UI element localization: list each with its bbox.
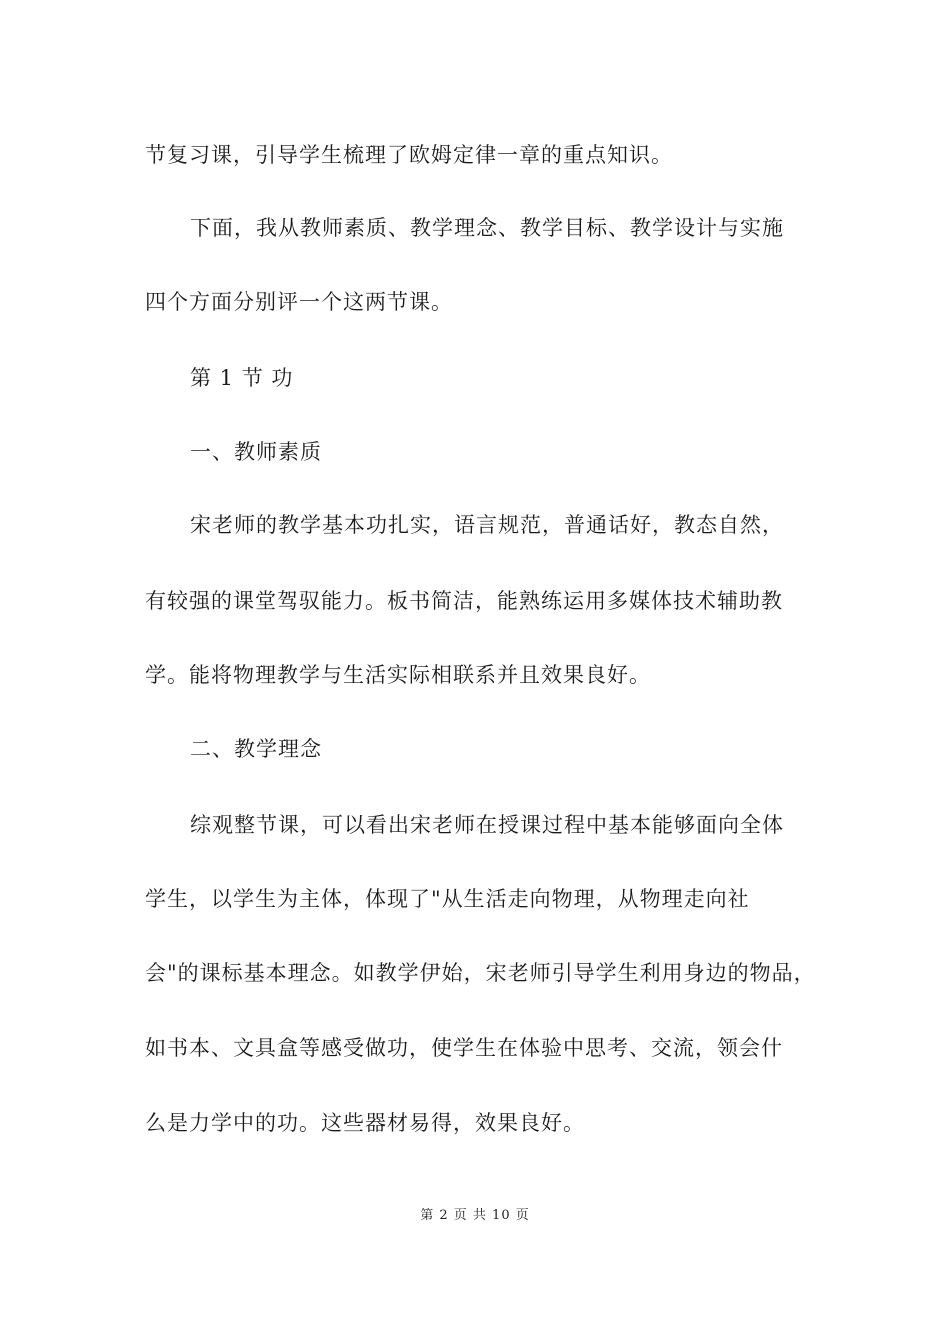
- subsection-heading: 一、教师素质: [190, 440, 322, 464]
- text-line: 宋老师的教学基本功扎实，语言规范，普通话好，教态自然，: [190, 513, 784, 537]
- page-number-footer: 第 2 页 共 10 页: [420, 1208, 530, 1223]
- text-line: 学。能将物理教学与生活实际相联系并且效果良好。: [145, 663, 651, 687]
- text-line: 学生，以学生为主体，体现了"从生活走向物理，从物理走向社: [145, 887, 750, 911]
- text-line: 下面，我从教师素质、教学理念、教学目标、教学设计与实施: [190, 216, 784, 240]
- text-line: 有较强的课堂驾驭能力。板书简洁，能熟练运用多媒体技术辅助教: [145, 589, 783, 613]
- text-line: 节复习课，引导学生梳理了欧姆定律一章的重点知识。: [145, 143, 673, 167]
- text-line: 如书本、文具盒等感受做功，使学生在体验中思考、交流，领会什: [145, 1036, 783, 1060]
- text-line: 四个方面分别评一个这两节课。: [145, 290, 453, 314]
- text-line: 会"的课标基本理念。如教学伊始，宋老师引导学生利用身边的物品，: [145, 961, 816, 985]
- text-line: 综观整节课，可以看出宋老师在授课过程中基本能够面向全体: [190, 813, 784, 837]
- text-line: 么是力学中的功。这些器材易得，效果良好。: [145, 1111, 585, 1135]
- subsection-heading: 二、教学理念: [190, 737, 322, 761]
- section-heading: 第 1 节 功: [190, 366, 294, 390]
